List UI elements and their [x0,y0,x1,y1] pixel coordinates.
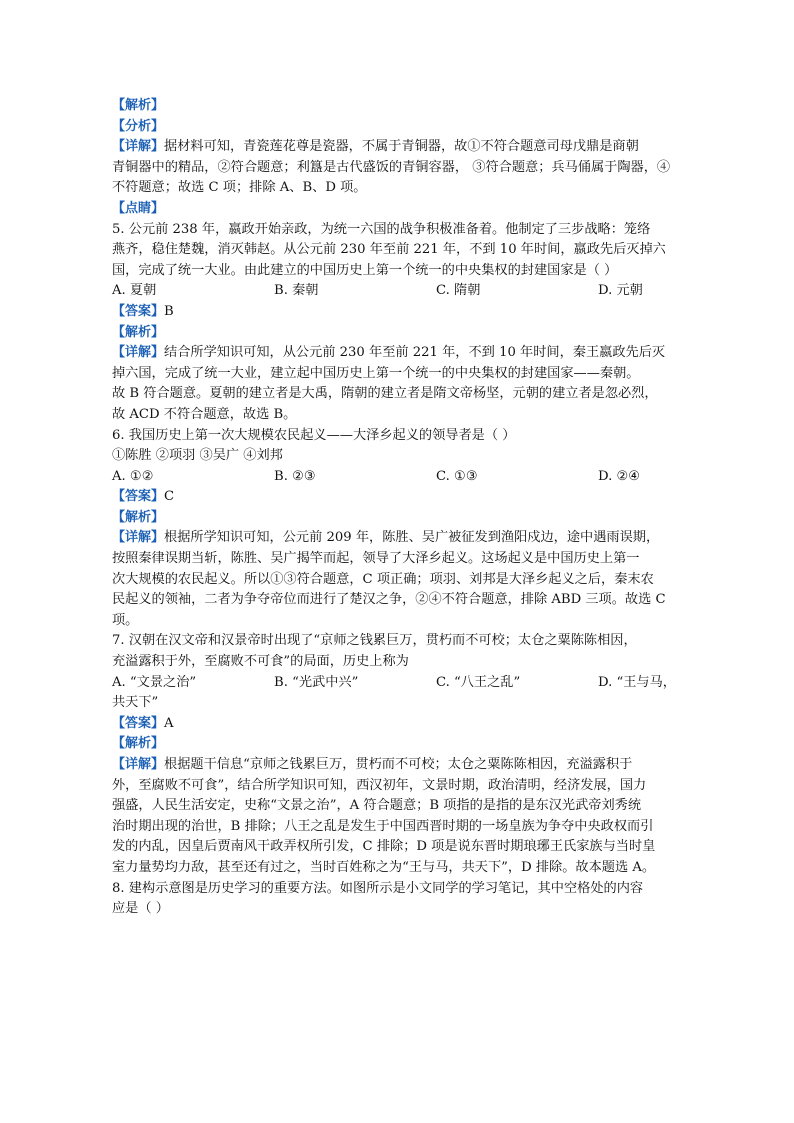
text-line [112,631,692,652]
section-tag-label: 【解析】 [112,509,165,525]
section-tag-label: 【答案】 [112,715,165,731]
answer-options [112,281,692,302]
line-text: 强盛，人民生活安定，史称“文景之治”，A 符合题意；B 项指的是指的是东汉光武帝刘秀统 [112,798,642,814]
section-tag [112,508,692,529]
text-line [112,528,692,549]
line-text: 7. 汉朝在汉文帝和汉景帝时出现了“京师之钱累巨万，贯朽而不可校；太仓之粟陈陈相因， [112,633,637,649]
line-text: 按照秦律误期当斩，陈胜、吴广揭竿而起，领导了大泽乡起义。这场起义是中国历史上第一 [112,551,640,567]
line-text: 应是（ ） [112,901,169,917]
option-item: D. ②④ [598,468,641,484]
line-text: 治时期出现的治世，B 排除；八王之乱是发生于中国西晋时期的一场皇族为争夺中央政权而引 [112,818,654,834]
text-line [112,693,692,714]
section-tag-label: 【分析】 [112,118,165,134]
line-text: 据材料可知，青瓷莲花尊是瓷器，不属于青铜器，故①不符合题意司母戊鼎是商朝 [164,139,639,155]
line-text: 燕齐，稳住楚魏，消灭韩赵。从公元前 230 年至前 221 年，不到 10 年时间，嬴政先后灭掉六 [112,242,666,258]
section-tag [112,96,692,117]
option-item: B. 秦朝 [274,283,319,299]
line-text: 民起义的领袖，二者为争夺帝位而进行了楚汉之争，②④不符合题意，排除 ABD 三项。故选 C [112,592,666,608]
text-line [112,302,692,323]
line-text: 根据题干信息“京师之钱累巨万，贯朽而不可校；太仓之粟陈陈相因，充溢露积于 [164,757,633,772]
text-line [112,590,692,611]
section-tag-label: 【详解】 [112,530,165,546]
text-line [112,879,692,900]
line-text: 项。 [112,612,139,628]
option-item: C. 隋朝 [436,283,481,299]
line-text: 8. 建构示意图是历史学习的重要方法。如图所示是小文同学的学习笔记，其中空格处的内容 [112,880,644,896]
text-line [112,487,692,508]
section-tag-label: 【详解】 [112,139,165,155]
answer-options [112,467,692,488]
line-text: 5. 公元前 238 年，嬴政开始亲政，为统一六国的战争积极准备着。他制定了三步战略：笼络 [112,221,651,237]
line-text: 6. 我国历史上第一次大规模农民起义——大泽乡起义的领导者是（ ） [112,427,516,443]
line-text: 国，完成了统一大业。由此建立的中国历史上第一个统一的中央集权的封建国家是（ ） [112,262,618,278]
option-item: C. ①③ [436,468,478,484]
line-text: A [164,715,174,731]
text-line [112,549,692,570]
section-tag-label: 【详解】 [112,757,165,772]
text-line [112,261,692,282]
section-tag [112,734,692,755]
line-text: 共天下” [112,695,159,711]
section-tag-label: 【详解】 [112,345,165,361]
line-text: 室力量势均力敌，甚至还有过之，当时百姓称之为“王与马，共天下”，D 排除。故本题选 A。 [112,859,656,875]
line-text: B [164,303,174,319]
text-line [112,611,692,632]
text-line [112,755,692,776]
text-line [112,714,692,735]
line-text: C [164,489,175,505]
text-line [112,405,692,426]
line-text: 结合所学知识可知，从公元前 230 年至前 221 年，不到 10 年时间，秦王嬴政先后灭 [164,345,666,361]
line-text: 故 B 符合题意。夏朝的建立者是大禹，隋朝的建立者是隋文帝杨坚，元朝的建立者是忽必烈， [112,386,658,402]
option-item: D. “王与马， [598,674,676,690]
option-item: B. ②③ [274,468,316,484]
exam-page [112,96,692,920]
section-tag-label: 【答案】 [112,303,165,319]
text-line [112,652,692,673]
section-tag-label: 【答案】 [112,489,165,505]
option-item: A. “文景之治” [112,674,197,690]
line-text: 不符题意；故选 C 项；排除 A、B、D 项。 [112,180,367,196]
text-line [112,220,692,241]
line-text: 发的内乱，因皇后贾南风干政弄权所引发，C 排除；D 项是说东晋时期琅琊王氏家族与当时皇 [112,839,656,855]
text-line [112,899,692,920]
text-line [112,796,692,817]
line-text: 青铜器中的精品，②符合题意；利簋是古代盛饭的青铜容器， ③符合题意；兵马俑属于陶器，④ [112,159,671,175]
answer-options [112,673,692,694]
text-line [112,343,692,364]
line-text: 根据所学知识可知，公元前 209 年，陈胜、吴广被征发到渔阳戍边，途中遇雨误期， [164,530,660,546]
text-line [112,137,692,158]
text-line [112,178,692,199]
text-line [112,426,692,447]
text-line [112,364,692,385]
text-line [112,240,692,261]
section-tag [112,323,692,344]
section-tag-label: 【解析】 [112,736,165,752]
line-text: 掉六国，完成了统一大业，建立起中国历史上第一个统一的中央集权的封建国家——秦朝。 [112,365,640,381]
text-line [112,858,692,879]
section-tag [112,199,692,220]
option-item: A. 夏朝 [112,283,157,299]
line-text: 次大规模的农民起义。所以①③符合题意，C 项正确；项羽、刘邦是大泽乡起义之后，秦末农 [112,571,654,587]
section-tag-label: 【解析】 [112,324,165,340]
text-line [112,776,692,797]
text-line [112,384,692,405]
text-line [112,837,692,858]
line-text: 充溢露积于外，至腐败不可食”的局面，历史上称为 [112,654,409,670]
option-item: D. 元朝 [598,283,643,299]
section-tag-label: 【点睛】 [112,200,165,216]
line-text: 外，至腐败不可食”，结合所学知识可知，西汉初年，文景时期，政治清明，经济发展，国力 [112,777,647,793]
text-line [112,817,692,838]
text-line [112,446,692,467]
text-line [112,570,692,591]
text-line [112,158,692,179]
option-item: B. “光武中兴” [274,674,359,690]
section-tag-label: 【解析】 [112,98,165,113]
line-text: ①陈胜 ②项羽 ③吴广 ④刘邦 [112,448,283,464]
option-item: C. “八王之乱” [436,674,521,690]
option-item: A. ①② [112,468,154,484]
section-tag [112,117,692,138]
line-text: 故 ACD 不符合题意，故选 B。 [112,406,297,422]
